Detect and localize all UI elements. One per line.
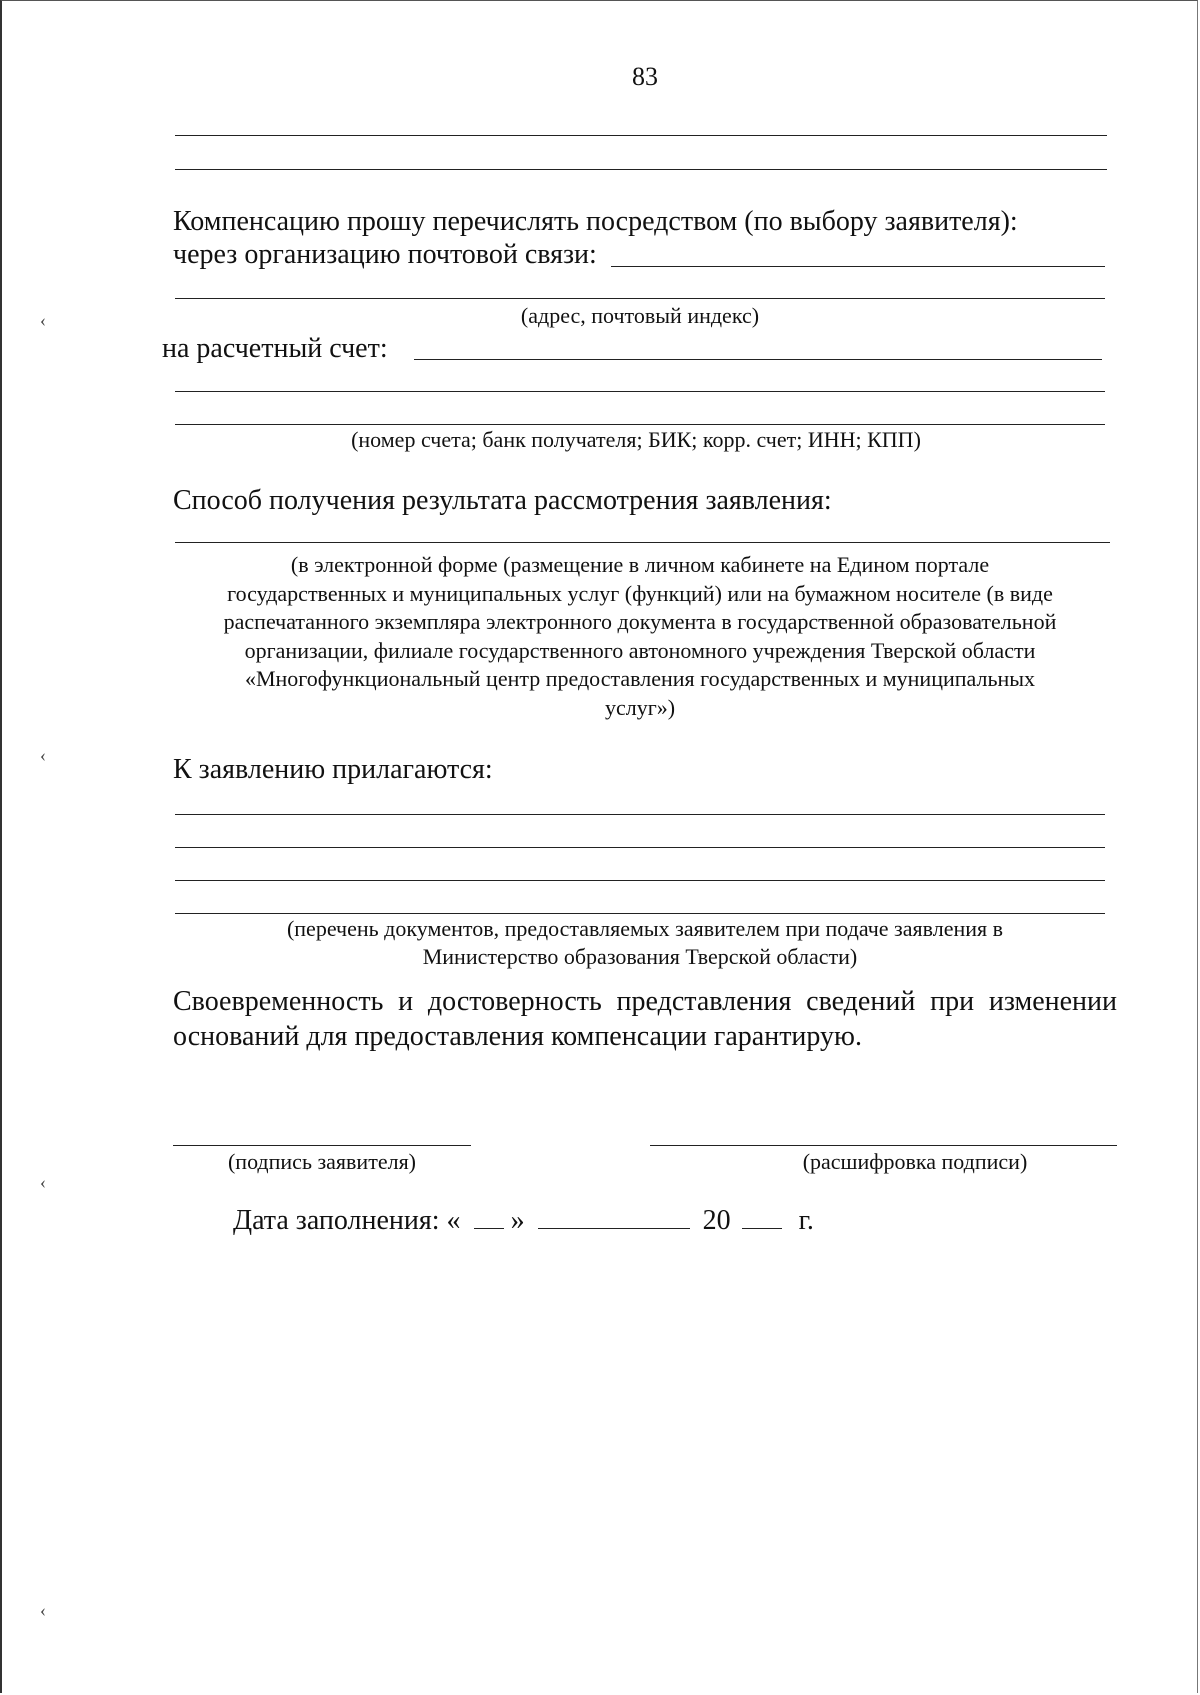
attachments-field-1[interactable] [175,814,1105,815]
compensation-heading: Компенсацию прошу перечислять посредством (по выбору заявителя): [173,206,1018,237]
account-field[interactable] [414,359,1102,360]
scan-mark-4: ‹ [40,1600,46,1620]
signature-decoding-field[interactable] [650,1145,1117,1146]
date-day-field[interactable] [474,1202,504,1229]
date-month-field[interactable] [538,1202,690,1229]
continuation-line-2[interactable] [175,169,1107,170]
attachments-caption [175,915,1105,971]
postal-caption: (адрес, почтовый индекс) [520,303,760,328]
date-century: 20 [702,1205,731,1236]
account-caption: (номер счета; банк получателя; БИК; корр. счет; ИНН; КПП) [351,427,921,452]
attachments-caption-line-2: Министерство образования Тверской области) [422,944,858,969]
postal-address-field[interactable] [611,266,1105,267]
attachments-field-3[interactable] [175,880,1105,881]
result-caption-line-2: государственных и муниципальных услуг (функций) или на бумажном носителе (в виде [227,580,1053,606]
result-caption-line-6: услуг») [604,694,676,720]
page-number: 83 [632,62,658,91]
signature-caption: (подпись заявителя) [227,1149,417,1174]
scan-mark-3: ‹ [40,1172,46,1192]
result-caption-line-5: «Многофункциональный центр предоставления государственных и муниципальных [244,666,1036,691]
scan-mark-2: ‹ [40,745,46,765]
result-caption-line-4: организации, филиале государственного автономного учреждения Тверской области [244,637,1036,663]
continuation-line-1[interactable] [175,135,1107,136]
attachments-caption-line-1: (перечень документов, предоставляемых заявителем при подаче заявления в [286,916,1004,941]
date-close-quote: » [510,1205,525,1236]
attachments-heading: К заявлению прилагаются: [173,754,493,785]
result-caption-line-1: (в электронной форме (размещение в личном кабинете на Едином портале [290,552,990,577]
result-method-field[interactable] [175,542,1110,543]
date-year-suffix: г. [798,1205,814,1236]
guarantee-text: Своевременность и достоверность представления сведений при изменении оснований для предоставления компенсации гарантирую. [173,986,1117,1052]
date-year-field[interactable] [742,1202,782,1229]
postal-address-field-2[interactable] [175,298,1105,299]
date-label: Дата заполнения: « [233,1205,461,1236]
signature-field[interactable] [173,1145,471,1146]
signature-decoding-caption: (расшифровка подписи) [802,1149,1028,1174]
account-field-3[interactable] [175,424,1105,425]
scan-mark-1: ‹ [40,310,46,330]
result-caption-line-3: распечатанного экземпляра электронного документа в государственной образовательной [223,609,1057,634]
date-row [233,1202,814,1238]
attachments-field-2[interactable] [175,847,1105,848]
postal-label: через организацию почтовой связи: [173,239,597,270]
account-label: на расчетный счет: [162,333,388,364]
result-caption [175,551,1105,722]
attachments-field-4[interactable] [175,913,1105,914]
result-heading: Способ получения результата рассмотрения заявления: [173,485,832,516]
account-field-2[interactable] [175,391,1105,392]
